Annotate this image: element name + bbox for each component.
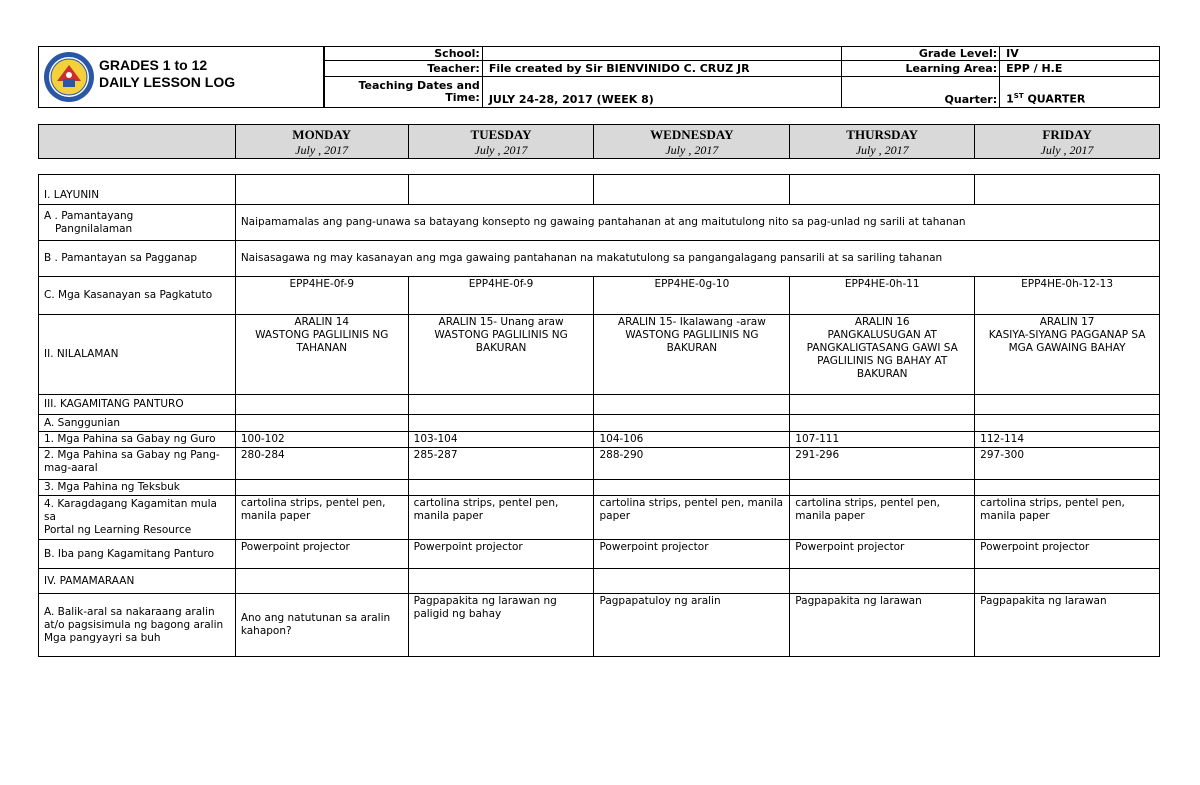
school-value <box>482 47 842 61</box>
day-name: FRIDAY <box>1042 127 1092 142</box>
cell-line: manila paper <box>980 510 1050 522</box>
cell-empty <box>594 175 790 205</box>
learning-area-value: EPP / H.E <box>1000 61 1160 77</box>
cell-empty <box>235 395 408 415</box>
iba-tuesday: Powerpoint projector <box>408 540 594 569</box>
cell-line: kahapon? <box>240 625 292 637</box>
lesson-log-table <box>38 174 1160 657</box>
school-label: School: <box>325 47 483 61</box>
row-label-karagdagang-kagamitan <box>39 496 236 540</box>
cell-line: cartolina strips, pentel pen, manila <box>599 497 784 509</box>
quarter-value <box>1000 77 1160 108</box>
karagdagang-thursday <box>790 496 975 540</box>
nilalaman-line: WASTONG PAGLILINIS NG <box>434 329 568 341</box>
nilalaman-line: WASTONG PAGLILINIS NG <box>255 329 389 341</box>
cell-line: Pagpapakita ng larawan ng <box>413 595 557 607</box>
table-row <box>39 241 1160 277</box>
table-row <box>39 480 1160 496</box>
cell-empty <box>790 480 975 496</box>
row-label-line <box>44 223 230 236</box>
row-label-pamantayang-pangnilalaman <box>39 205 236 241</box>
pamantayang-pangnilalaman-text: Naipamamalas ang pang-unawa sa batayang konsepto ng gawaing pantahanan at ang maitutulong nito sa pag-unlad ng sarili at tahanan <box>235 205 1159 241</box>
row-label-line: A . Pamantayang <box>44 209 134 222</box>
nilalaman-line: PANGKALIGTASANG GAWI SA <box>806 342 958 354</box>
row-label-sanggunian: A. Sanggunian <box>39 415 236 432</box>
nilalaman-line: ARALIN 15- Unang araw <box>438 316 564 328</box>
table-row <box>39 496 1160 540</box>
gabay-mag-tuesday: 285-287 <box>408 448 594 480</box>
iba-wednesday: Powerpoint projector <box>594 540 790 569</box>
row-label-line: at/o pagsisimula ng bagong aralin <box>44 618 224 631</box>
gabay-guro-friday: 112-114 <box>975 432 1160 448</box>
kasanayan-monday: EPP4HE-0f-9 <box>235 277 408 315</box>
quarter-label: Quarter: <box>842 77 1000 108</box>
cell-empty <box>594 480 790 496</box>
karagdagang-friday <box>975 496 1160 540</box>
karagdagang-wednesday <box>594 496 790 540</box>
row-label-line: A. Balik-aral sa nakaraang aralin <box>44 605 215 618</box>
balik-aral-thursday: Pagpapakita ng larawan <box>790 594 975 657</box>
table-row <box>39 175 1160 205</box>
quarter-word: QUARTER <box>1023 93 1086 106</box>
teacher-value: File created by Sir BIENVINIDO C. CRUZ JR <box>482 61 842 77</box>
cell-empty <box>790 175 975 205</box>
row-label-line: Portal ng Learning Resource <box>44 524 192 536</box>
cell-empty <box>975 395 1160 415</box>
row-label-pamantayan-sa-pagganap: B . Pamantayan sa Pagganap <box>39 241 236 277</box>
nilalaman-line: KASIYA-SIYANG PAGGANAP SA <box>988 329 1146 341</box>
cell-line: paligid ng bahay <box>413 608 502 620</box>
day-date: July , 2017 <box>665 143 719 157</box>
iba-monday: Powerpoint projector <box>235 540 408 569</box>
table-row <box>39 594 1160 657</box>
table-row <box>39 205 1160 241</box>
row-label-line: 4. Karagdagang Kagamitan mula sa <box>44 498 217 523</box>
row-label-indent: Pangnilalaman <box>55 222 133 235</box>
cell-empty <box>235 175 408 205</box>
row-label-gabay-guro: 1. Mga Pahina sa Gabay ng Guro <box>39 432 236 448</box>
gabay-guro-thursday: 107-111 <box>790 432 975 448</box>
row-label-line: mag-aaral <box>44 462 98 474</box>
cell-empty <box>235 569 408 594</box>
iba-thursday: Powerpoint projector <box>790 540 975 569</box>
day-name: TUESDAY <box>470 127 532 142</box>
day-date: July , 2017 <box>855 143 909 157</box>
balik-aral-friday: Pagpapakita ng larawan <box>975 594 1160 657</box>
cell-line: manila paper <box>413 510 484 522</box>
kasanayan-thursday: EPP4HE-0h-11 <box>790 277 975 315</box>
row-label-kasanayan: C. Mga Kasanayan sa Pagkatuto <box>39 277 236 315</box>
cell-empty <box>235 480 408 496</box>
nilalaman-line: ARALIN 17 <box>1039 316 1095 328</box>
nilalaman-line: ARALIN 15- Ikalawang -araw <box>617 316 766 328</box>
cell-empty <box>790 395 975 415</box>
gabay-mag-friday: 297-300 <box>975 448 1160 480</box>
nilalaman-line: ARALIN 14 <box>294 316 350 328</box>
nilalaman-wednesday <box>594 315 790 395</box>
day-header-tuesday <box>408 125 594 159</box>
teaching-dates-label-line1: Teaching Dates and <box>358 79 480 93</box>
balik-aral-wednesday: Pagpapatuloy ng aralin <box>594 594 790 657</box>
quarter-suffix: ST <box>1013 92 1024 101</box>
day-header-monday <box>235 125 408 159</box>
pamantayan-sa-pagganap-text: Naisasagawa ng may kasanayan ang mga gawaing pantahanan na makatutulong sa pangangalagang pansarili at sa sariling tahanan <box>235 241 1159 277</box>
karagdagang-tuesday <box>408 496 594 540</box>
gabay-guro-monday: 100-102 <box>235 432 408 448</box>
cell-empty <box>235 415 408 432</box>
cell-line: cartolina strips, pentel pen, <box>240 497 386 509</box>
quarter-number: 1 <box>1006 93 1014 106</box>
day-name: WEDNESDAY <box>650 127 734 142</box>
grade-level-label: Grade Level: <box>842 47 1000 61</box>
title-grades: GRADES 1 to 12 <box>99 57 208 73</box>
nilalaman-monday <box>235 315 408 395</box>
learning-area-label: Learning Area: <box>842 61 1000 77</box>
table-row <box>39 415 1160 432</box>
cell-line: Ano ang natutunan sa aralin <box>240 612 391 624</box>
nilalaman-friday <box>975 315 1160 395</box>
grade-level-value: IV <box>1000 47 1160 61</box>
day-header-wednesday <box>594 125 790 159</box>
gabay-mag-monday: 280-284 <box>235 448 408 480</box>
day-date: July , 2017 <box>474 143 528 157</box>
nilalaman-line: MGA GAWAING BAHAY <box>1008 342 1126 354</box>
cell-line: cartolina strips, pentel pen, <box>795 497 940 509</box>
day-date: July , 2017 <box>295 143 349 157</box>
teaching-dates-value: JULY 24-28, 2017 (WEEK 8) <box>482 77 842 108</box>
day-header-friday <box>975 125 1160 159</box>
gabay-guro-tuesday: 103-104 <box>408 432 594 448</box>
table-row <box>39 448 1160 480</box>
gabay-mag-wednesday: 288-290 <box>594 448 790 480</box>
table-row <box>39 315 1160 395</box>
row-label-gabay-mag-aaral <box>39 448 236 480</box>
nilalaman-tuesday <box>408 315 594 395</box>
day-name: MONDAY <box>292 127 352 142</box>
table-row <box>39 432 1160 448</box>
cell-empty <box>408 175 594 205</box>
cell-empty <box>408 569 594 594</box>
cell-line: paper <box>599 510 631 522</box>
row-label-line: 2. Mga Pahina sa Gabay ng Pang- <box>44 449 220 461</box>
balik-aral-tuesday <box>408 594 594 657</box>
row-label-teksbuk: 3. Mga Pahina ng Teksbuk <box>39 480 236 496</box>
cell-empty <box>975 415 1160 432</box>
kasanayan-wednesday: EPP4HE-0g-10 <box>594 277 790 315</box>
teacher-label: Teacher: <box>325 61 483 77</box>
day-header-blank <box>39 125 236 159</box>
nilalaman-line: PANGKALUSUGAN AT <box>827 329 937 341</box>
gabay-guro-wednesday: 104-106 <box>594 432 790 448</box>
teaching-dates-label-line2: Time: <box>445 91 480 105</box>
gabay-mag-thursday: 291-296 <box>790 448 975 480</box>
karagdagang-monday <box>235 496 408 540</box>
cell-line: cartolina strips, pentel pen, <box>980 497 1125 509</box>
row-label-iba-pang-kagamitan: B. Iba pang Kagamitang Panturo <box>39 540 236 569</box>
cell-line: cartolina strips, pentel pen, <box>413 497 559 509</box>
nilalaman-line: BAKURAN <box>666 342 718 354</box>
cell-empty <box>975 569 1160 594</box>
cell-empty <box>594 395 790 415</box>
header-logo-box <box>38 46 324 108</box>
day-header-thursday <box>790 125 975 159</box>
iba-friday: Powerpoint projector <box>975 540 1160 569</box>
cell-empty <box>975 480 1160 496</box>
table-row <box>39 540 1160 569</box>
nilalaman-line: BAKURAN <box>856 368 908 380</box>
kasanayan-friday: EPP4HE-0h-12-13 <box>975 277 1160 315</box>
cell-empty <box>408 415 594 432</box>
title-daily-lesson-log: DAILY LESSON LOG <box>99 74 236 90</box>
table-row <box>39 277 1160 315</box>
nilalaman-thursday <box>790 315 975 395</box>
row-label-nilalaman: II. NILALAMAN <box>39 315 236 395</box>
cell-empty <box>594 415 790 432</box>
table-row <box>39 395 1160 415</box>
row-label-pamamaraan: IV. PAMAMARAAN <box>39 569 236 594</box>
row-label-layunin: I. LAYUNIN <box>39 175 236 205</box>
teaching-dates-label <box>325 77 483 108</box>
cell-line: manila paper <box>795 510 865 522</box>
cell-empty <box>408 395 594 415</box>
table-row <box>39 569 1160 594</box>
cell-line: manila paper <box>240 510 311 522</box>
row-label-kagamitang-panturo: III. KAGAMITANG PANTURO <box>39 395 236 415</box>
day-header-table <box>38 124 1160 159</box>
kasanayan-tuesday: EPP4HE-0f-9 <box>408 277 594 315</box>
nilalaman-line: PAGLILINIS NG BAHAY AT <box>817 355 948 367</box>
balik-aral-monday <box>235 594 408 657</box>
day-name: THURSDAY <box>846 127 919 142</box>
cell-empty <box>975 175 1160 205</box>
deped-seal-icon <box>43 51 95 103</box>
nilalaman-line: TAHANAN <box>296 342 348 354</box>
cell-empty <box>790 415 975 432</box>
cell-empty <box>594 569 790 594</box>
header-info-table <box>324 46 1160 108</box>
cell-empty <box>408 480 594 496</box>
nilalaman-line: WASTONG PAGLILINIS NG <box>625 329 759 341</box>
row-label-line: Mga pangyayri sa buh <box>44 631 161 644</box>
row-label-balik-aral <box>39 594 236 657</box>
nilalaman-line: BAKURAN <box>475 342 527 354</box>
nilalaman-line: ARALIN 16 <box>854 316 910 328</box>
day-date: July , 2017 <box>1040 143 1094 157</box>
cell-empty <box>790 569 975 594</box>
